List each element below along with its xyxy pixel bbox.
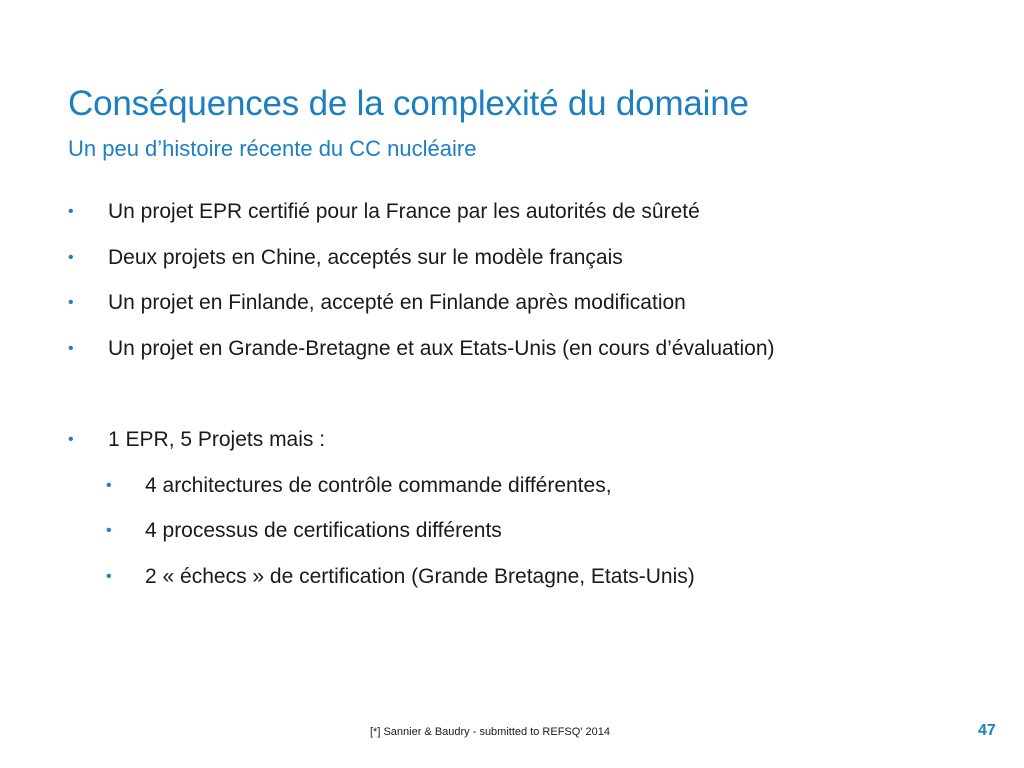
bullet-icon: • (68, 431, 74, 448)
bullet-text: Un projet en Finlande, accepté en Finlande après modification (108, 291, 686, 314)
slide-title: Conséquences de la complexité du domaine (68, 84, 749, 123)
bullet-text: Un projet en Grande-Bretagne et aux Etats-Unis (en cours d’évaluation) (108, 337, 775, 360)
bullet-icon: • (68, 203, 74, 220)
slide-subtitle: Un peu d’histoire récente du CC nucléaire (68, 136, 477, 161)
sub-bullet-text: 4 processus de certifications différents (145, 519, 502, 542)
sub-bullet-text: 4 architectures de contrôle commande différentes, (145, 474, 612, 497)
sub-bullet-text: 2 « échecs » de certification (Grande Bretagne, Etats-Unis) (145, 565, 695, 588)
bullet-icon: • (106, 477, 112, 494)
bullet-icon: • (68, 340, 74, 357)
bullet-text: 1 EPR, 5 Projets mais : (108, 428, 326, 451)
bullet-icon: • (68, 249, 74, 266)
bullet-icon: • (68, 294, 74, 311)
page-number: 47 (978, 722, 996, 739)
bullet-text: Un projet EPR certifié pour la France par les autorités de sûreté (108, 200, 700, 223)
bullet-text: Deux projets en Chine, acceptés sur le modèle français (108, 246, 623, 269)
bullet-icon: • (106, 568, 112, 585)
footer-citation: [*] Sannier & Baudry - submitted to REFSQ' 2014 (370, 726, 610, 738)
bullet-icon: • (106, 522, 112, 539)
